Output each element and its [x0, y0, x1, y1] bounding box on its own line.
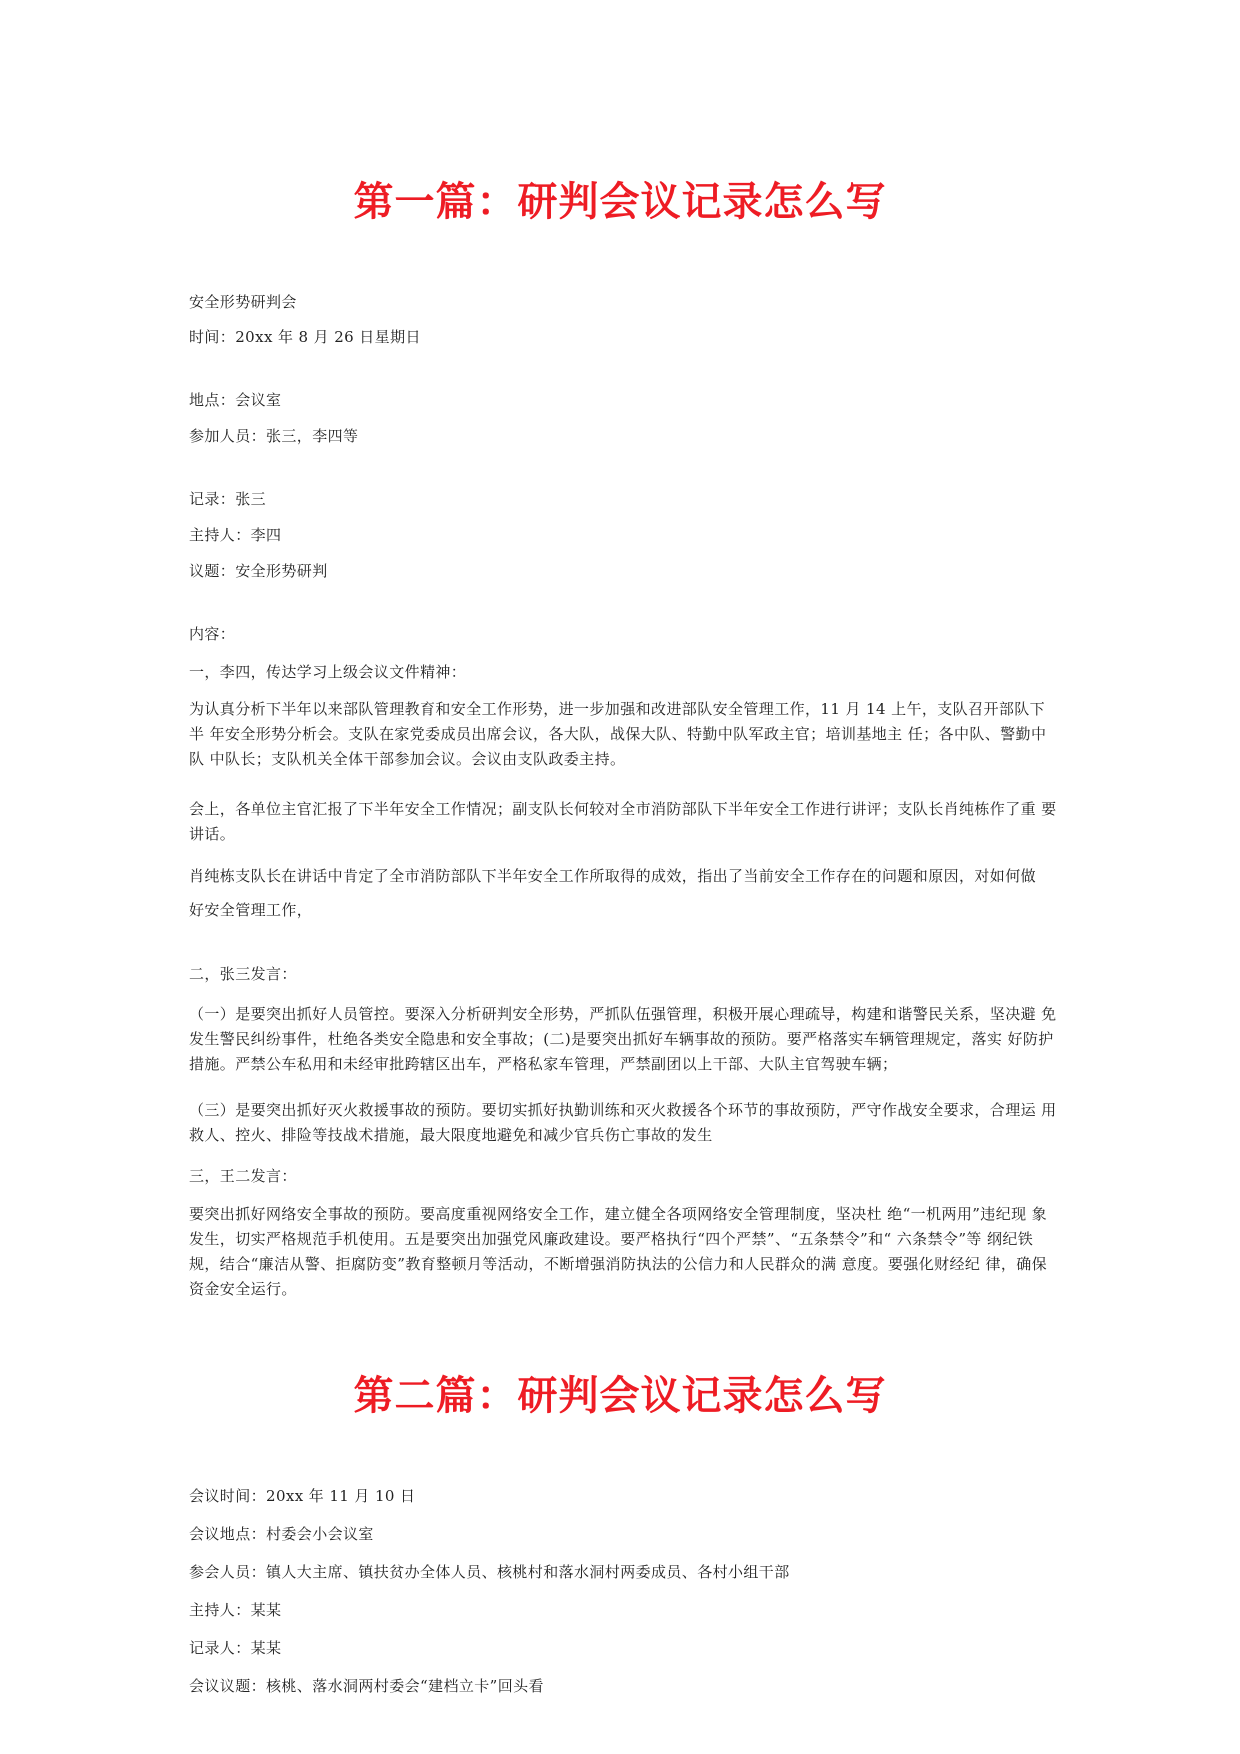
- meeting-name: 安全形势研判会: [189, 293, 297, 311]
- item-2-heading: 二，张三发言：: [189, 965, 297, 983]
- item-1-paragraph-2: 会上，各单位主官汇报了下半年安全工作情况；副支队长何较对全市消防部队下半年安全工作进行讲评；支队长肖纯栋作了重 要讲话。: [189, 800, 1057, 843]
- item-2-paragraph-2: （三）是要突出抓好灭火救援事故的预防。要切实抓好执勤训练和灭火救援各个环节的事故预防，严守作战安全要求，合理运 用救人、控火、排险等技战术措施，最大限度地避免和减少官兵伤亡事故的发生: [189, 1101, 1057, 1144]
- meeting-topic: 议题：安全形势研判: [189, 562, 328, 580]
- meeting-place: 地点：会议室: [189, 391, 282, 409]
- meeting2-time: 会议时间：20xx 年 11 月 10 日: [189, 1487, 416, 1505]
- item-1-paragraph-3-end: 好安全管理工作，: [189, 901, 313, 919]
- item-1-paragraph-3: 肖纯栋支队长在讲话中肯定了全市消防部队下半年安全工作所取得的成效，指出了当前安全工作存在的问题和原因，对如何做: [189, 867, 1037, 885]
- item-1-heading: 一，李四，传达学习上级会议文件精神：: [189, 663, 467, 681]
- content-label: 内容：: [189, 625, 236, 643]
- meeting2-attendees: 参会人员：镇人大主席、镇扶贫办全体人员、核桃村和落水洞村两委成员、各村小组干部: [189, 1563, 790, 1581]
- meeting-attendees: 参加人员：张三，李四等: [189, 427, 359, 445]
- meeting2-topic: 会议议题：核桃、落水洞两村委会“建档立卡”回头看: [189, 1677, 544, 1695]
- meeting2-recorder: 记录人：某某: [189, 1639, 282, 1657]
- section-title-2: 第二篇：研判会议记录怎么写: [353, 1372, 887, 1419]
- meeting-host: 主持人：李四: [189, 526, 282, 544]
- section-title-1: 第一篇：研判会议记录怎么写: [353, 178, 887, 225]
- meeting2-host: 主持人：某某: [189, 1601, 282, 1619]
- item-1-paragraph-1: 为认真分析下半年以来部队管理教育和安全工作形势，进一步加强和改进部队安全管理工作，11 月 14 上午，支队召开部队下半 年安全形势分析会。支队在家党委成员出席会议，各大队，战保大队、特勤中队军政主官；培训基地主 任；各中队、警勤中队 中队长；支队机关全体干部参加会议。会议由支队政委主持。: [189, 700, 1047, 768]
- item-3-heading: 三，王二发言：: [189, 1167, 297, 1185]
- meeting-recorder: 记录：张三: [189, 490, 267, 508]
- item-2-paragraph-1: （一）是要突出抓好人员管控。要深入分析研判安全形势，严抓队伍强管理，积极开展心理疏导，构建和谐警民关系，坚决避 免发生警民纠纷事件，杜绝各类安全隐患和安全事故；(二)是要突出抓好车辆事故的预防。要严格落实车辆管理规定，落实 好防护措施。严禁公车私用和未经审批跨辖区出车，严格私家车管理，严禁副团以上干部、大队主官驾驶车辆；: [189, 1005, 1057, 1073]
- meeting-time: 时间：20xx 年 8 月 26 日星期日: [189, 328, 421, 346]
- item-3-paragraph-1: 要突出抓好网络安全事故的预防。要高度重视网络安全工作，建立健全各项网络安全管理制度，坚决杜 绝“一机两用”违纪现 象发生，切实严格规范手机使用。五是要突出加强党风廉政建设。要严格执行“四个严禁”、“五条禁令”和“ 六条禁令”等 纲纪铁规，结合“廉洁从警、拒腐防变”教育整顿月等活动，不断增强消防执法的公信力和人民群众的满 意度。要强化财经纪 律，确保资金安全运行。: [189, 1205, 1048, 1298]
- meeting2-place: 会议地点：村委会小会议室: [189, 1525, 374, 1543]
